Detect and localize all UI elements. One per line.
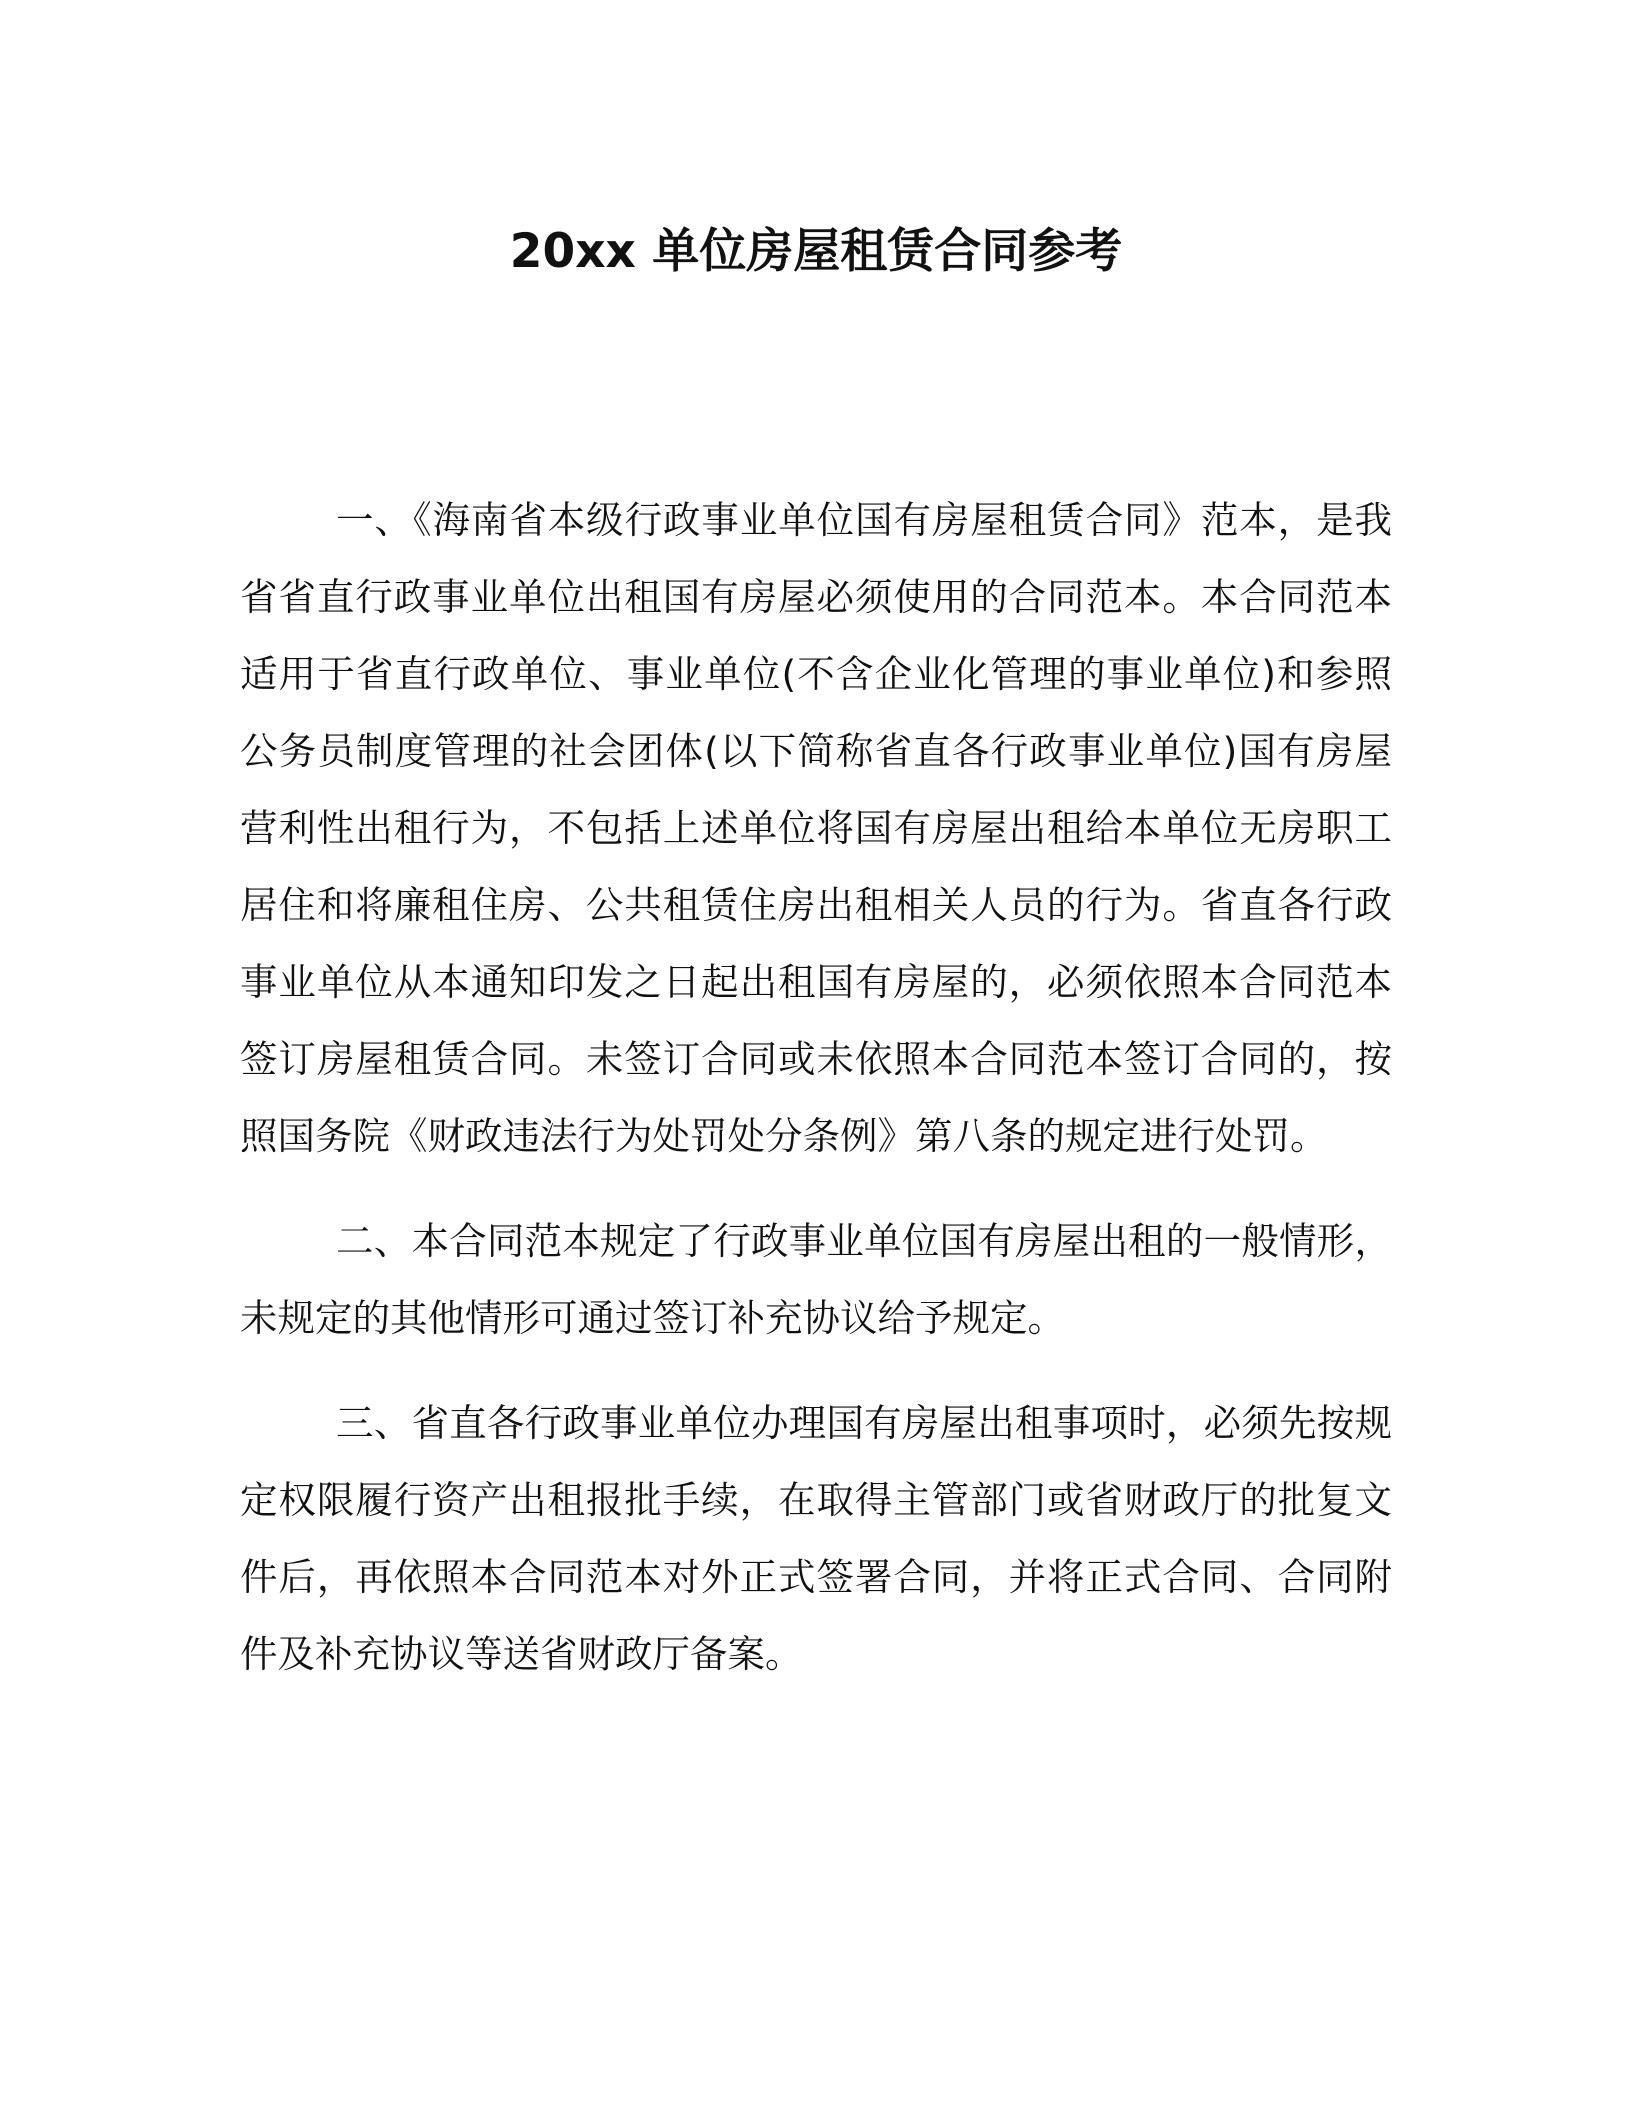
paragraph-2: 二、本合同范本规定了行政事业单位国有房屋出租的一般情形，未规定的其他情形可通过签订补充协议给予规定。 (240, 1219, 1392, 1340)
document-title: 20xx 单位房屋租赁合同参考 (509, 224, 1123, 279)
paragraph-3: 三、省直各行政事业单位办理国有房屋出租事项时，必须先按规定权限履行资产出租报批手续，在取得主管部门或省财政厅的批复文件后，再依照本合同范本对外正式签署合同，并将正式合同、合同附件及补充协议等送省财政厅备案。 (240, 1401, 1392, 1676)
paragraph-1: 一、《海南省本级行政事业单位国有房屋租赁合同》范本，是我省省直行政事业单位出租国有房屋必须使用的合同范本。本合同范本适用于省直行政单位、事业单位(不含企业化管理的事业单位)和参照公务员制度管理的社会团体(以下简称省直各行政事业单位)国有房屋营利性出租行为，不包括上述单位将国有房屋出租给本单位无房职工居住和将廉租住房、公共租赁住房出租相关人员的行为。省直各行政事业单位从本通知印发之日起出租国有房屋的，必须依照本合同范本签订房屋租赁合同。未签订合同或未依照本合同范本签订合同的，按照国务院《财政违法行为处罚处分条例》第八条的规定进行处罚。 (240, 498, 1392, 1158)
